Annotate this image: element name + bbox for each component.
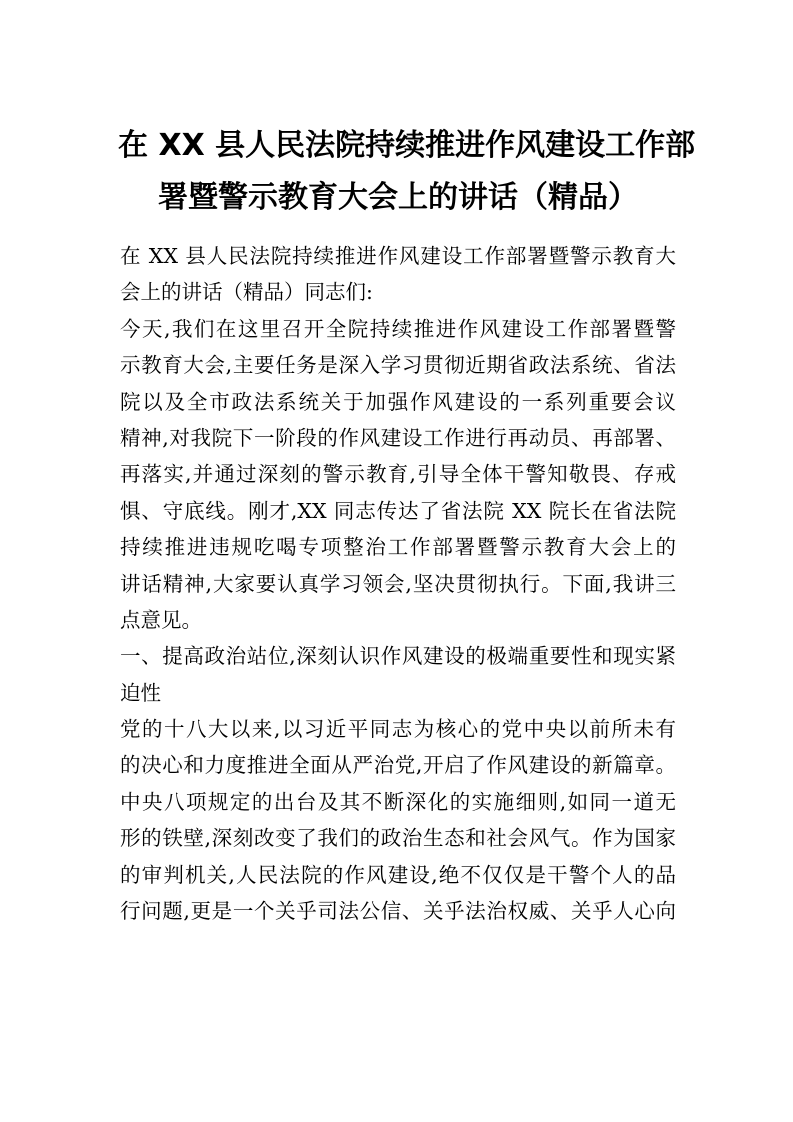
body-line: 今天,我们在这里召开全院持续推进作风建设工作部署暨警 bbox=[120, 316, 676, 341]
body-line: 讲话精神,大家要认真学习领会,坚决贯彻执行。下面,我讲三 bbox=[120, 571, 676, 596]
body-line: 持续推进违规吃喝专项整治工作部署暨警示教育大会上的 bbox=[120, 535, 676, 560]
body-line: 再落实,并通过深刻的警示教育,引导全体干警知敬畏、存戒 bbox=[120, 462, 676, 487]
document-body bbox=[120, 238, 676, 929]
body-line: 形的铁壁,深刻改变了我们的政治生态和社会风气。作为国家 bbox=[120, 826, 676, 851]
body-line: 点意见。 bbox=[120, 607, 202, 632]
body-line: 示教育大会,主要任务是深入学习贯彻近期省政法系统、省法 bbox=[120, 353, 676, 378]
body-line: 院以及全市政法系统关于加强作风建设的一系列重要会议 bbox=[120, 389, 676, 414]
body-line: 党的十八大以来,以习近平同志为核心的党中央以前所未有 bbox=[120, 717, 676, 742]
body-line: 精神,对我院下一阶段的作风建设工作进行再动员、再部署、 bbox=[120, 425, 676, 450]
body-line: 在 XX 县人民法院持续推进作风建设工作部署暨警示教育大 bbox=[120, 244, 676, 268]
document-title bbox=[118, 120, 696, 224]
body-line: 的决心和力度推进全面从严治党,开启了作风建设的新篇章。 bbox=[120, 753, 676, 778]
section-heading-line: 迫性 bbox=[120, 680, 161, 705]
title-line-2: 署暨警示教育大会上的讲话（精品） bbox=[158, 180, 638, 215]
body-line: 中央八项规定的出台及其不断深化的实施细则,如同一道无 bbox=[120, 789, 676, 814]
body-line: 的审判机关,人民法院的作风建设,绝不仅仅是干警个人的品 bbox=[120, 862, 676, 887]
body-line: 会上的讲话（精品）同志们: bbox=[120, 280, 373, 305]
section-heading-line: 一、提高政治站位,深刻认识作风建设的极端重要性和现实紧 bbox=[120, 644, 676, 669]
body-line: 行问题,更是一个关乎司法公信、关乎法治权威、关乎人心向 bbox=[120, 899, 676, 924]
title-line-1: 在 XX 县人民法院持续推进作风建设工作部 bbox=[118, 128, 696, 163]
body-line: 惧、守底线。刚才,XX 同志传达了省法院 XX 院长在省法院 bbox=[120, 498, 676, 523]
